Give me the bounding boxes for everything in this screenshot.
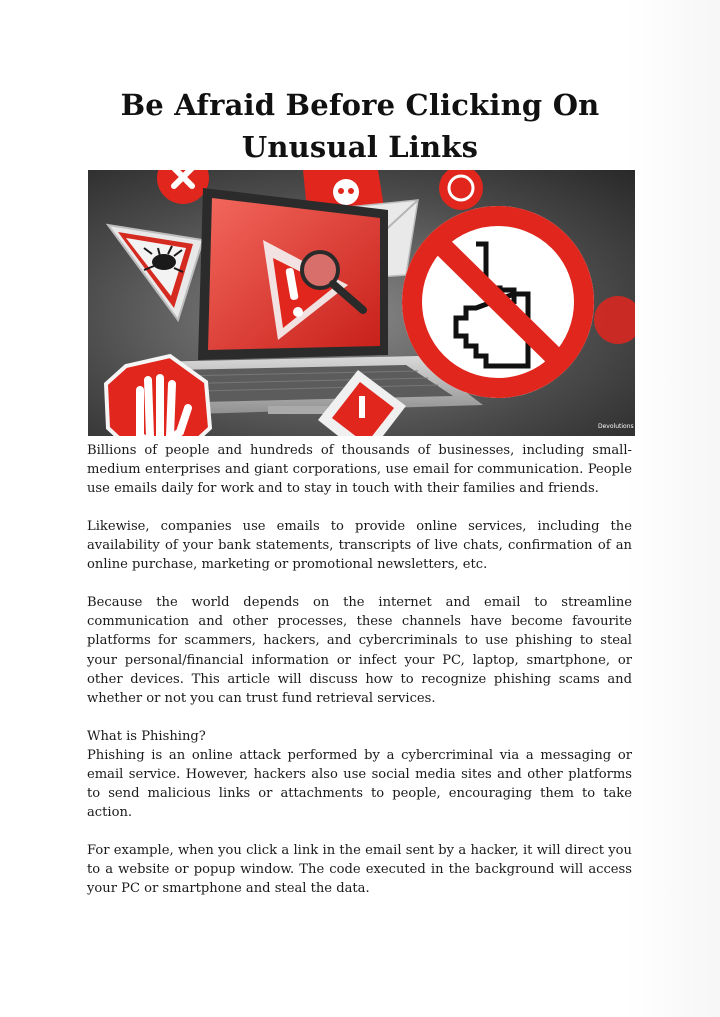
hero-image: [88, 170, 635, 436]
paragraph: Phishing is an online attack performed by a cybercriminal via a messaging or email service. However, hackers also use social media sites and other platforms to send malicious links or attachments to people, encouraging them to take action.: [87, 747, 632, 821]
document-title: [60, 84, 660, 168]
title-line-1: Be Afraid Before Clicking On: [120, 88, 600, 122]
paragraph: Likewise, companies use emails to provide online services, including the availability of your bank statements, transcripts of live chats, confirmation of an online purchase, marketing or promotional newsletters, etc.: [87, 519, 632, 573]
section-heading: What is Phishing?: [87, 728, 206, 744]
no-click-pointer-icon: [402, 206, 594, 398]
watermark-logo: [598, 423, 634, 430]
paragraph: Billions of people and hundreds of thousands of businesses, including small-medium enterprises and giant corporations, use email for communication. People use emails daily for work and to stay in touch with their families and friends.: [87, 443, 632, 497]
paragraph: Because the world depends on the internet and email to streamline communication and other processes, these channels have become favourite platforms for scammers, hackers, and cybercriminals to use phishing to steal your personal/financial information or infect your PC, laptop, smartphone, or other devices. This article will discuss how to recognize phishing scams and whether or not you can trust fund retrieval services.: [87, 595, 632, 707]
article-body: [87, 441, 632, 917]
title-line-2: Unusual Links: [241, 130, 479, 164]
paragraph: For example, when you click a link in the email sent by a hacker, it will direct you to a website or popup window. The code executed in the background will access your PC or smartphone and steal the data.: [87, 843, 632, 897]
svg-text:Devolutions: Devolutions: [598, 423, 634, 430]
